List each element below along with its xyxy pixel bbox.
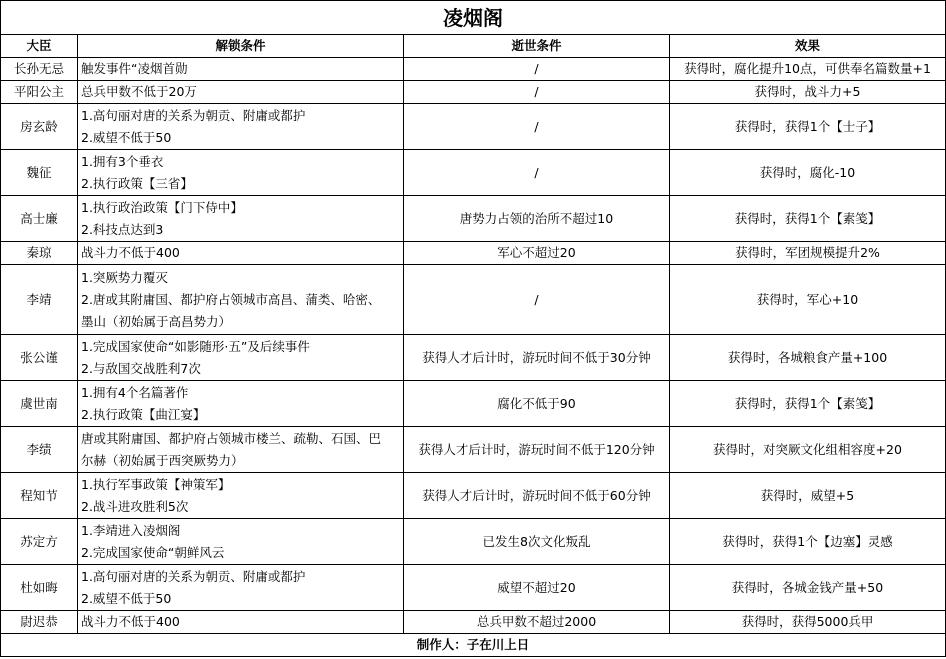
table-row [1,611,946,634]
minister-name: 张公谨 [1,335,78,381]
table-row [1,519,946,565]
unlock-condition [78,565,404,611]
effect: 获得时，军心+10 [670,265,946,335]
unlock-condition-line: 尔赫（初始属于西突厥势力） [81,452,244,468]
effect: 获得时，获得1个【素笺】 [670,381,946,427]
unlock-condition-line: 墨山（初始属于高昌势力） [81,313,232,329]
unlock-condition [78,242,404,265]
unlock-condition-line: 2.威望不低于50 [81,590,172,606]
unlock-condition-line: 1.突厥势力覆灭 [81,269,168,285]
table-row [1,242,946,265]
unlock-condition [78,196,404,242]
table-row [1,427,946,473]
minister-name: 魏征 [1,150,78,196]
death-condition: / [404,265,670,335]
effect: 获得时，获得1个【边塞】灵感 [670,519,946,565]
table-title: 凌烟阁 [1,1,946,35]
unlock-condition [78,150,404,196]
death-condition: / [404,104,670,150]
unlock-condition-line: 总兵甲数不低于20万 [81,84,197,99]
unlock-condition-line: 1.李靖进入凌烟阁 [81,522,181,538]
table-row [1,335,946,381]
effect: 获得时，腐化-10 [670,150,946,196]
death-condition: 腐化不低于90 [404,381,670,427]
header-row [1,35,946,58]
death-condition: / [404,58,670,81]
unlock-condition-line: 2.完成国家使命“朝鲜风云 [81,544,225,560]
death-condition: 总兵甲数不超过2000 [404,611,670,634]
unlock-condition-line: 2.唐或其附庸国、都护府占领城市高昌、蒲类、哈密、 [81,291,381,307]
minister-name: 平阳公主 [1,81,78,104]
effect: 获得时，威望+5 [670,473,946,519]
unlock-condition [78,427,404,473]
minister-name: 虞世南 [1,381,78,427]
unlock-condition-line: 1.执行军事政策【神策军】 [81,476,231,492]
death-condition: 获得人才后计时，游玩时间不低于120分钟 [404,427,670,473]
effect: 获得时，战斗力+5 [670,81,946,104]
unlock-condition-line: 2.威望不低于50 [81,129,172,145]
minister-name: 秦琼 [1,242,78,265]
effect: 获得时，对突厥文化组相容度+20 [670,427,946,473]
effect: 获得时，获得1个【素笺】 [670,196,946,242]
table-row [1,381,946,427]
minister-name: 杜如晦 [1,565,78,611]
column-header-death: 逝世条件 [404,35,670,58]
unlock-condition [78,104,404,150]
effect: 获得时，腐化提升10点，可供奉名篇数量+1 [670,58,946,81]
death-condition: 唐势力占领的治所不超过10 [404,196,670,242]
unlock-condition-line: 触发事件“凌烟首勋 [81,61,188,76]
table-body [1,58,946,634]
unlock-condition-line: 战斗力不低于400 [81,245,180,260]
effect: 获得时，获得1个【士子】 [670,104,946,150]
death-condition: / [404,150,670,196]
unlock-condition-line: 2.执行政策【曲江宴】 [81,406,206,422]
author-credit: 制作人：子在川上日 [1,634,946,657]
minister-name: 李绩 [1,427,78,473]
death-condition: 获得人才后计时，游玩时间不低于30分钟 [404,335,670,381]
death-condition: 军心不超过20 [404,242,670,265]
effect: 获得时，各城金钱产量+50 [670,565,946,611]
unlock-condition [78,381,404,427]
minister-name: 房玄龄 [1,104,78,150]
minister-name: 尉迟恭 [1,611,78,634]
table-row [1,150,946,196]
unlock-condition-line: 2.科技点达到3 [81,221,164,237]
unlock-condition-line: 唐或其附庸国、都护府占领城市楼兰、疏勒、石国、巴 [81,430,382,446]
table-row [1,58,946,81]
table-row [1,565,946,611]
column-header-effect: 效果 [670,35,946,58]
minister-name: 李靖 [1,265,78,335]
column-header-minister: 大臣 [1,35,78,58]
unlock-condition [78,519,404,565]
table-row [1,81,946,104]
unlock-condition-line: 1.拥有4个名篇著作 [81,384,189,400]
minister-name: 苏定方 [1,519,78,565]
effect: 获得时，各城粮食产量+100 [670,335,946,381]
death-condition: 威望不超过20 [404,565,670,611]
table-row [1,473,946,519]
unlock-condition [78,473,404,519]
table-row [1,196,946,242]
unlock-condition [78,611,404,634]
unlock-condition-line: 1.拥有3个垂衣 [81,153,164,169]
unlock-condition [78,81,404,104]
death-condition: 已发生8次文化叛乱 [404,519,670,565]
unlock-condition-line: 1.执行政治政策【门下侍中】 [81,199,243,215]
unlock-condition-line: 战斗力不低于400 [81,614,180,629]
unlock-condition [78,265,404,335]
minister-name: 程知节 [1,473,78,519]
unlock-condition-line: 1.高句丽对唐的关系为朝贡、附庸或都护 [81,107,306,123]
table-row [1,265,946,335]
unlock-condition-line: 2.与敌国交战胜利7次 [81,360,201,376]
unlock-condition-line: 1.高句丽对唐的关系为朝贡、附庸或都护 [81,568,306,584]
effect: 获得时，军团规模提升2% [670,242,946,265]
unlock-condition [78,58,404,81]
column-header-unlock: 解锁条件 [78,35,404,58]
unlock-condition [78,335,404,381]
minister-name: 长孙无忌 [1,58,78,81]
unlock-condition-line: 2.战斗进攻胜利5次 [81,498,189,514]
table-row [1,104,946,150]
effect: 获得时，获得5000兵甲 [670,611,946,634]
unlock-condition-line: 2.执行政策【三省】 [81,175,193,191]
death-condition: 获得人才后计时，游玩时间不低于60分钟 [404,473,670,519]
unlock-condition-line: 1.完成国家使命“如影随形·五”及后续事件 [81,338,310,354]
minister-name: 高士廉 [1,196,78,242]
death-condition: / [404,81,670,104]
